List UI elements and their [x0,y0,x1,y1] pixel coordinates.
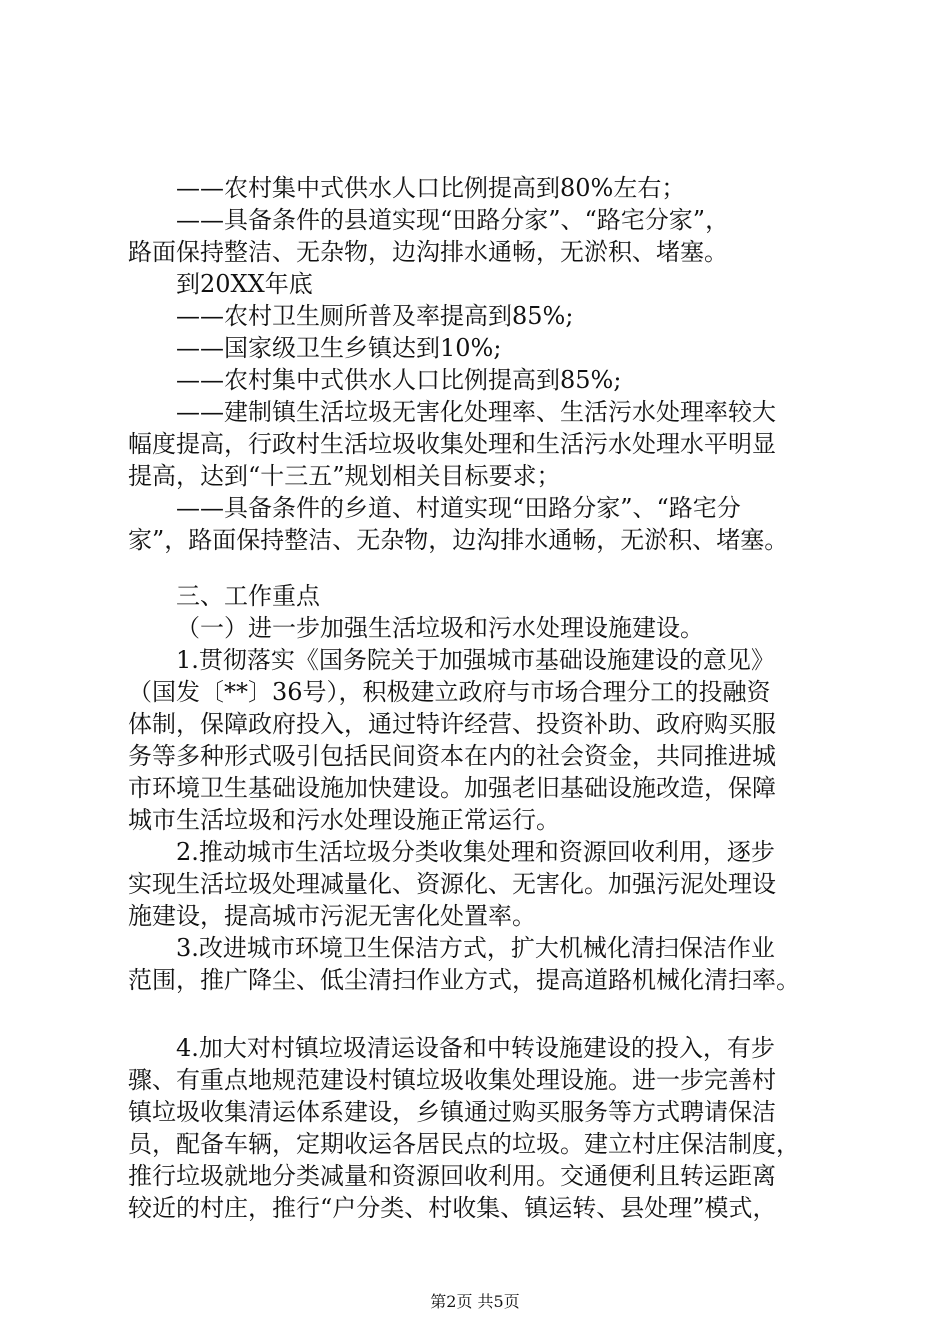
text-line: 1.贯彻落实《国务院关于加强城市基础设施建设的意见》 [176,646,775,674]
text-line: 2.推动城市生活垃圾分类收集处理和资源回收利用，逐步 [176,838,775,866]
text-line: 体制，保障政府投入，通过特许经营、投资补助、政府购买服 [128,710,776,738]
text-line: 家”，路面保持整洁、无杂物，边沟排水通畅，无淤积、堵塞。 [128,526,789,554]
page-footer: 第2页 共5页 [430,1292,520,1311]
text-line: ——建制镇生活垃圾无害化处理率、生活污水处理率较大 [176,398,776,426]
text-line: ——农村集中式供水人口比例提高到80%左右； [176,174,686,202]
text-line: （国发〔**〕36号），积极建立政府与市场合理分工的投融资 [128,678,771,706]
text-line: 4.加大对村镇垃圾清运设备和中转设施建设的投入，有步 [176,1034,775,1062]
text-line: 员，配备车辆，定期收运各居民点的垃圾。建立村庄保洁制度， [128,1130,800,1158]
text-line: 实现生活垃圾处理减量化、资源化、无害化。加强污泥处理设 [128,870,776,898]
text-line: ——具备条件的县道实现“田路分家”、“路宅分家”， [176,206,730,234]
text-line: ——农村集中式供水人口比例提高到85%; [176,366,622,394]
text-line: 幅度提高，行政村生活垃圾收集处理和生活污水处理水平明显 [128,430,776,458]
text-line: 镇垃圾收集清运体系建设，乡镇通过购买服务等方式聘请保洁 [128,1098,776,1126]
text-line: 务等多种形式吸引包括民间资本在内的社会资金，共同推进城 [128,742,776,770]
text-line: 范围，推广降尘、低尘清扫作业方式，提高道路机械化清扫率。 [128,966,800,994]
text-line: 骤、有重点地规范建设村镇垃圾收集处理设施。进一步完善村 [128,1066,776,1094]
document-body [128,172,848,1224]
section-date: 到20XX年底 [176,270,313,298]
text-line: 市环境卫生基础设施加快建设。加强老旧基础设施改造，保障 [128,774,776,802]
text-line: 城市生活垃圾和污水处理设施正常运行。 [128,806,560,834]
text-line: 施建设，提高城市污泥无害化处置率。 [128,902,536,930]
text-line: 推行垃圾就地分类减量和资源回收利用。交通便利且转运距离 [128,1162,776,1190]
text-line: 提高，达到“十三五”规划相关目标要求； [128,462,561,490]
text-line: 路面保持整洁、无杂物，边沟排水通畅，无淤积、堵塞。 [128,238,728,266]
text-line: ——农村卫生厕所普及率提高到85%; [176,302,574,330]
text-line: 3.改进城市环境卫生保洁方式，扩大机械化清扫保洁作业 [176,934,775,962]
paragraph-gap [128,996,848,1032]
text-line: 较近的村庄，推行“户分类、村收集、镇运转、县处理”模式， [128,1194,777,1222]
text-line: ——国家级卫生乡镇达到10%; [176,334,502,362]
text-line: ——具备条件的乡道、村道实现“田路分家”、“路宅分 [176,494,741,522]
paragraph-gap [128,556,848,580]
section-heading: 三、工作重点 [176,582,320,610]
subsection-heading: （一）进一步加强生活垃圾和污水处理设施建设。 [176,614,704,642]
